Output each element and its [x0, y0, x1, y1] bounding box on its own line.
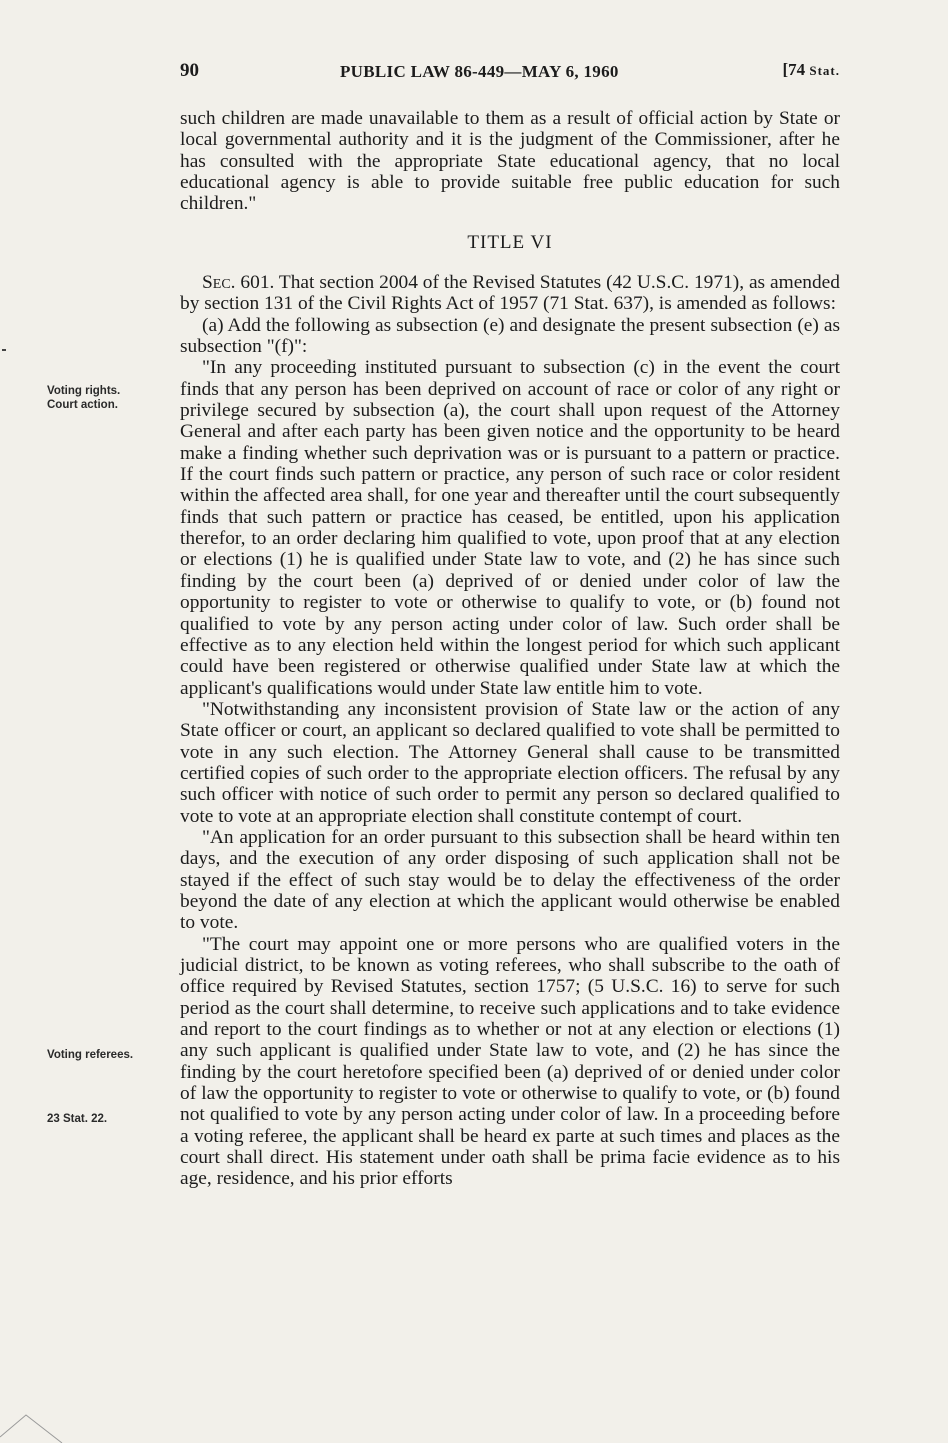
page-number: 90 [180, 60, 199, 81]
statute-prefix: [74 [782, 60, 810, 79]
paragraph: "Notwithstanding any inconsistent provision of State law or the action of any State officer or court, an applicant so declared qualified to vote shall be permitted to vote in any such election. The Attorney General shall cause to be transmitted certified copies of such order to the appropriate election officers. The refusal by any such officer with notice of such order to permit any person so declared qualified to vote to vote at an appropriate election shall constitute contempt of court. [180, 698, 840, 827]
margin-note-line: Voting rights. [47, 385, 121, 397]
section-text: 601. That section 2004 of the Revised Statutes (42 U.S.C. 1971), as amended by section 131 of the Civil Rights Act of 1957 (71 Stat. 637), is amended as follows: [180, 272, 840, 315]
paragraph: (a) Add the following as subsection (e) and designate the present subsection (e) as subsection "(f)": [180, 314, 840, 358]
continued-paragraph [180, 108, 840, 215]
paragraph: "The court may appoint one or more persons who are qualified voters in the judicial district, to be known as voting referees, who shall subscribe to the oath of office required by Revised Statutes, section 1757; (5 U.S.C. 16) to serve for such period as the court shall determine, to receive such applications and to take evidence and report to the court findings as to whether or not at any election or elections (1) any such applicant is qualified under State law to vote, and (2) he has since the finding by the court heretofore specified been (a) deprived of or denied under color of law the opportunity to register to vote or otherwise to qualify to vote, or (b) found not qualified to vote by any person acting under color of law. In a proceeding before a voting referee, the applicant shall be heard ex parte at such times and places as the court shall direct. His statement under oath shall be prima facie evidence as to his age, residence, and his prior efforts [180, 933, 840, 1190]
section-heading: TITLE VI [467, 232, 553, 253]
paragraph: "An application for an order pursuant to this subsection shall be heard within ten days, and the execution of any order disposing of such application shall not be stayed if the effect of such stay would be to delay the effectiveness of the order beyond the date of any election at which the applicant would otherwise be enabled to vote. [180, 826, 840, 934]
margin-note-stat-ref: 23 Stat. 22. [47, 1113, 108, 1125]
paragraph-sec-601 [180, 272, 840, 315]
paragraph: such children are made unavailable to them as a result of official action by State or local governmental authority and it is the judgment of the Commissioner, after he has consulted with the appropriate State educational agency, that no local educational agency is able to provide suitable free public education for such children." [180, 108, 840, 215]
statute-label: Stat. [809, 63, 840, 78]
page-corner-crease [0, 1393, 70, 1443]
statute-reference [782, 60, 840, 80]
paragraph: "In any proceeding instituted pursuant to subsection (c) in the event the court finds that any person has been deprived on account of race or color of any right or privilege secured by subsection (a), the court shall upon request of the Attorney General and after each party has been given notice and the opportunity to be heard make a finding whether such deprivation was or is pursuant to a pattern or practice. If the court finds such pattern or practice, any person of such race or color resident within the affected area shall, for one year and thereafter until the court subsequently finds that such pattern or practice has ceased, be entitled, upon his application therefor, to an order declaring him qualified to vote, upon proof that at any election or elections (1) he is qualified under State law to vote, and (2) he has since such finding by the court been (a) deprived of or denied under color of law the opportunity to register to vote or otherwise to qualify to vote, or (b) found not qualified to vote by any person acting under color of law. Such order shall be effective as to any election held within the longest period for which such applicant could have been registered or otherwise qualified under State law at which the applicant's qualifications would under State law entitle him to vote. [180, 357, 840, 699]
margin-note-line: Court action. [47, 399, 118, 411]
margin-note-voting-rights [47, 384, 177, 412]
section-601 [180, 272, 840, 1190]
page-header [180, 60, 840, 88]
margin-note-voting-referees: Voting referees. [47, 1049, 134, 1061]
section-label: Sec. [202, 272, 236, 293]
running-title: PUBLIC LAW 86-449—MAY 6, 1960 [340, 62, 619, 81]
margin-tick-mark [2, 349, 6, 351]
